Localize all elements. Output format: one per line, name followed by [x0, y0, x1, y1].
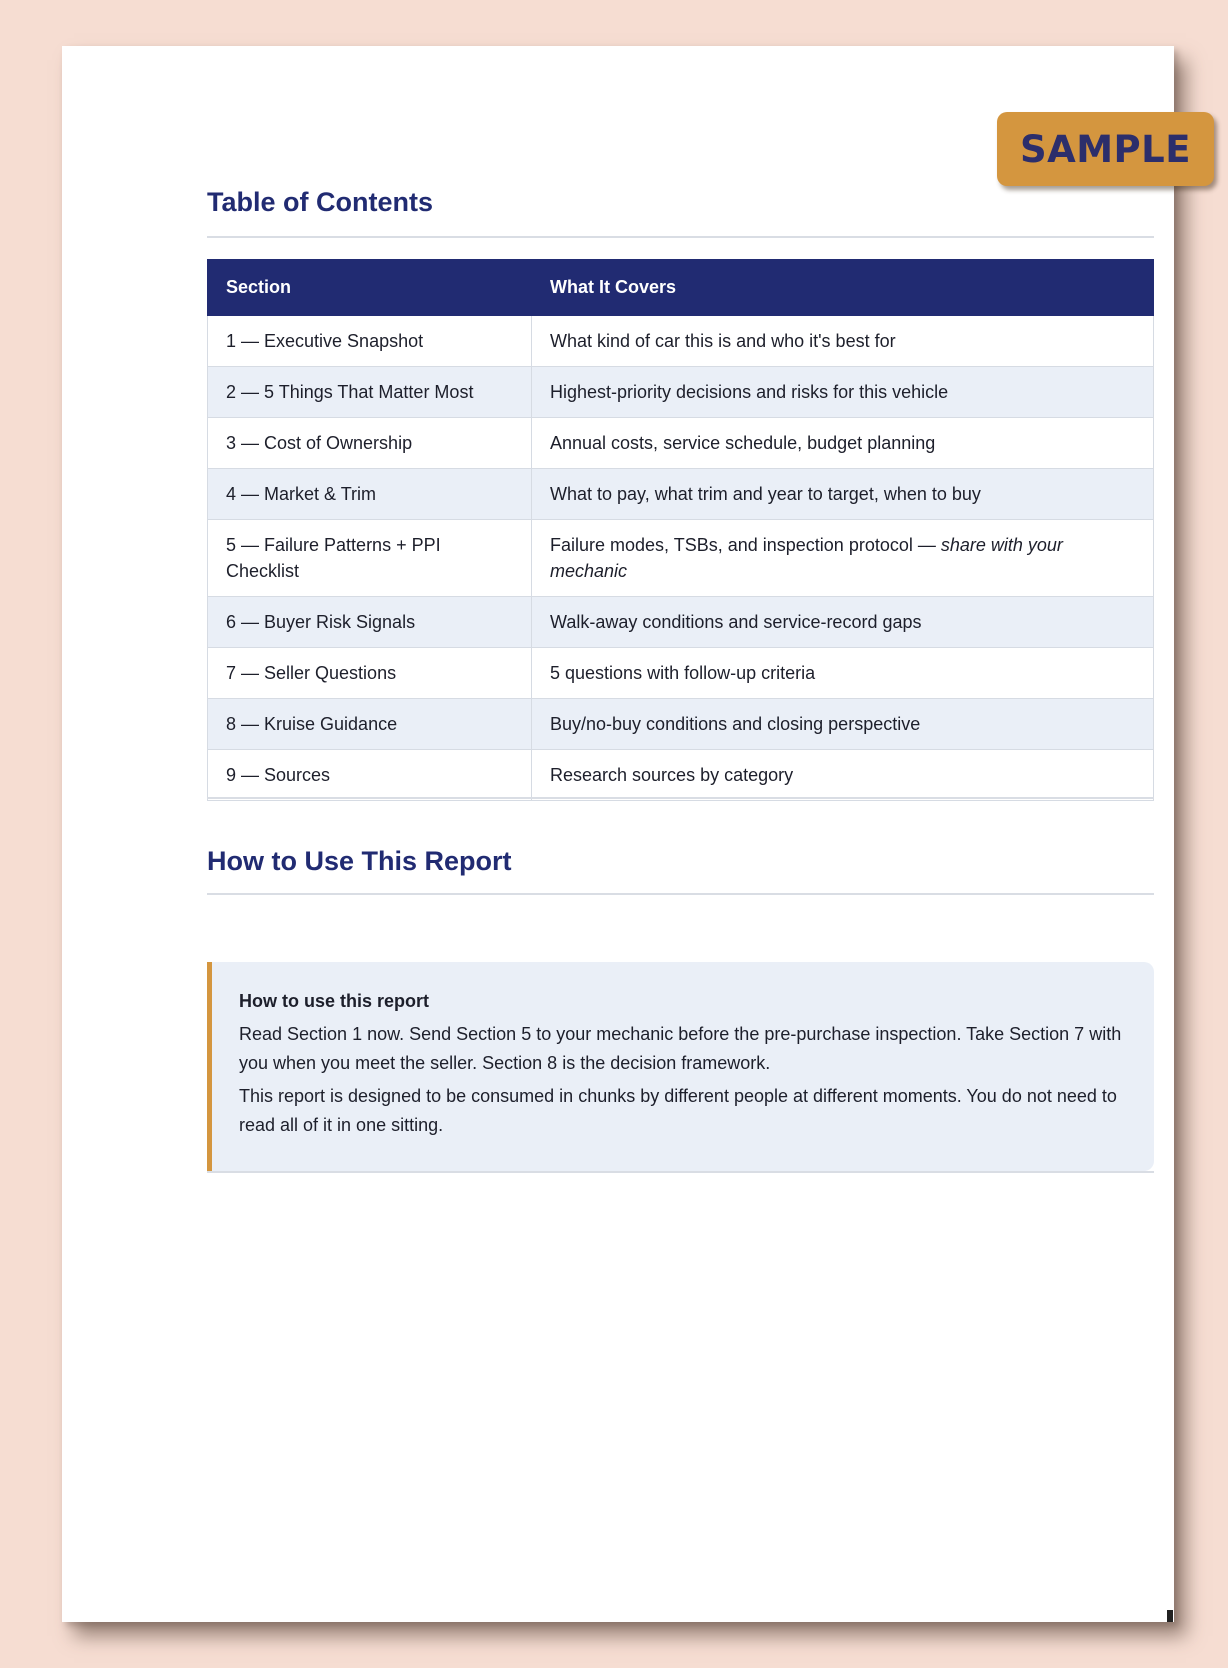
toc-header-section: Section — [208, 260, 532, 316]
table-row — [208, 648, 1154, 699]
divider — [207, 893, 1154, 895]
toc-section-cell: 5 — Failure Patterns + PPI Checklist — [208, 520, 532, 597]
toc-covers-cell: Walk-away conditions and service-record gaps — [532, 597, 1154, 648]
toc-header-row — [208, 260, 1154, 316]
toc-title: Table of Contents — [207, 187, 433, 217]
toc-section-cell: 3 — Cost of Ownership — [208, 418, 532, 469]
document-page — [62, 46, 1192, 1622]
toc-section-cell: 2 — 5 Things That Matter Most — [208, 367, 532, 418]
toc-covers-cell: Research sources by category — [532, 750, 1154, 801]
divider — [207, 1171, 1154, 1173]
table-row — [208, 469, 1154, 520]
toc-covers-cell: 5 questions with follow-up criteria — [532, 648, 1154, 699]
toc-section-cell: 7 — Seller Questions — [208, 648, 532, 699]
toc-covers-cell: Annual costs, service schedule, budget planning — [532, 418, 1154, 469]
table-row — [208, 699, 1154, 750]
table-row — [208, 316, 1154, 367]
toc-header-covers: What It Covers — [532, 260, 1154, 316]
toc-section-cell: 8 — Kruise Guidance — [208, 699, 532, 750]
toc-covers-text: Failure modes, TSBs, and inspection protocol — — [550, 535, 941, 555]
toc-covers-cell: What to pay, what trim and year to target, when to buy — [532, 469, 1154, 520]
table-row — [208, 750, 1154, 801]
toc-section-cell: 1 — Executive Snapshot — [208, 316, 532, 367]
table-row — [208, 367, 1154, 418]
toc-covers-cell — [532, 520, 1154, 597]
callout-paragraph: This report is designed to be consumed in chunks by different people at different moments. You do not need to read all of it in one sitting. — [239, 1086, 1117, 1135]
divider — [207, 797, 1154, 799]
callout-heading: How to use this report — [239, 991, 430, 1011]
toc-section-cell: 6 — Buyer Risk Signals — [208, 597, 532, 648]
callout-paragraph: Read Section 1 now. Send Section 5 to your mechanic before the pre-purchase inspection. Take Section 7 with you when you meet the seller. Section 8 is the decision framework. — [239, 1024, 1122, 1073]
toc-section-cell: 4 — Market & Trim — [208, 469, 532, 520]
toc-section-cell: 9 — Sources — [208, 750, 532, 801]
table-row — [208, 520, 1154, 597]
table-row — [208, 418, 1154, 469]
page-corner-mark — [1167, 1610, 1173, 1622]
usage-title: How to Use This Report — [207, 846, 512, 876]
sample-badge: SAMPLE — [997, 112, 1214, 186]
usage-callout — [207, 962, 1154, 1171]
table-row — [208, 597, 1154, 648]
toc-covers-cell: What kind of car this is and who it's best for — [532, 316, 1154, 367]
toc-table — [207, 259, 1154, 801]
divider — [207, 236, 1154, 238]
toc-covers-italic: share with your mechanic — [550, 535, 1063, 581]
toc-covers-cell: Buy/no-buy conditions and closing perspective — [532, 699, 1154, 750]
toc-covers-cell: Highest-priority decisions and risks for this vehicle — [532, 367, 1154, 418]
